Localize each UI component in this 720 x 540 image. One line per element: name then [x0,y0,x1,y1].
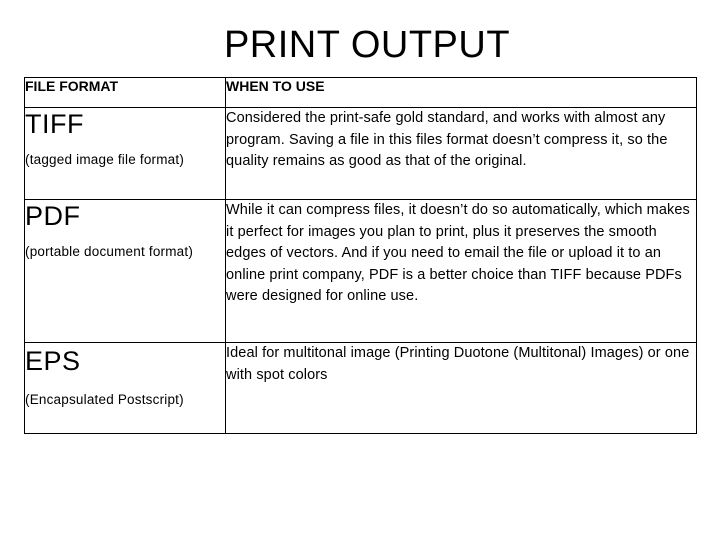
format-name-tiff: TIFF [25,109,84,139]
usage-cell-tiff: Considered the print-safe gold standard, and works with almost any program. Saving a file in this files format doesn’t compress it, so the quality remains as good as that of the original. [226,108,697,200]
usage-cell-pdf: While it can compress files, it doesn’t do so automatically, which makes it perfect for images you plan to print, plus it preserves the smooth edges of vectors. And if you need to email the file or upload it to an online print company, PDF is a better choice than TIFF because PDFs were designed for online use. [226,200,697,343]
format-cell-tiff [25,108,226,200]
format-cell-eps [25,343,226,434]
table-row-tiff [25,108,697,200]
table-header-row [25,78,697,108]
usage-cell-eps: Ideal for multitonal image (Printing Duotone (Multitonal) Images) or one with spot colors [226,343,697,434]
slide-title: PRINT OUTPUT [223,24,511,66]
file-format-table [24,77,697,434]
header-when-to-use: WHEN TO USE [226,78,697,108]
format-desc-pdf: (portable document format) [25,244,194,259]
format-cell-pdf [25,200,226,343]
format-desc-tiff: (tagged image file format) [25,152,185,167]
header-file-format: FILE FORMAT [25,78,226,108]
table-row-eps [25,343,697,434]
table-row-pdf [25,200,697,343]
format-name-eps: EPS [25,346,81,376]
format-desc-eps: (Encapsulated Postscript) [25,392,184,407]
format-name-pdf: PDF [25,201,81,231]
